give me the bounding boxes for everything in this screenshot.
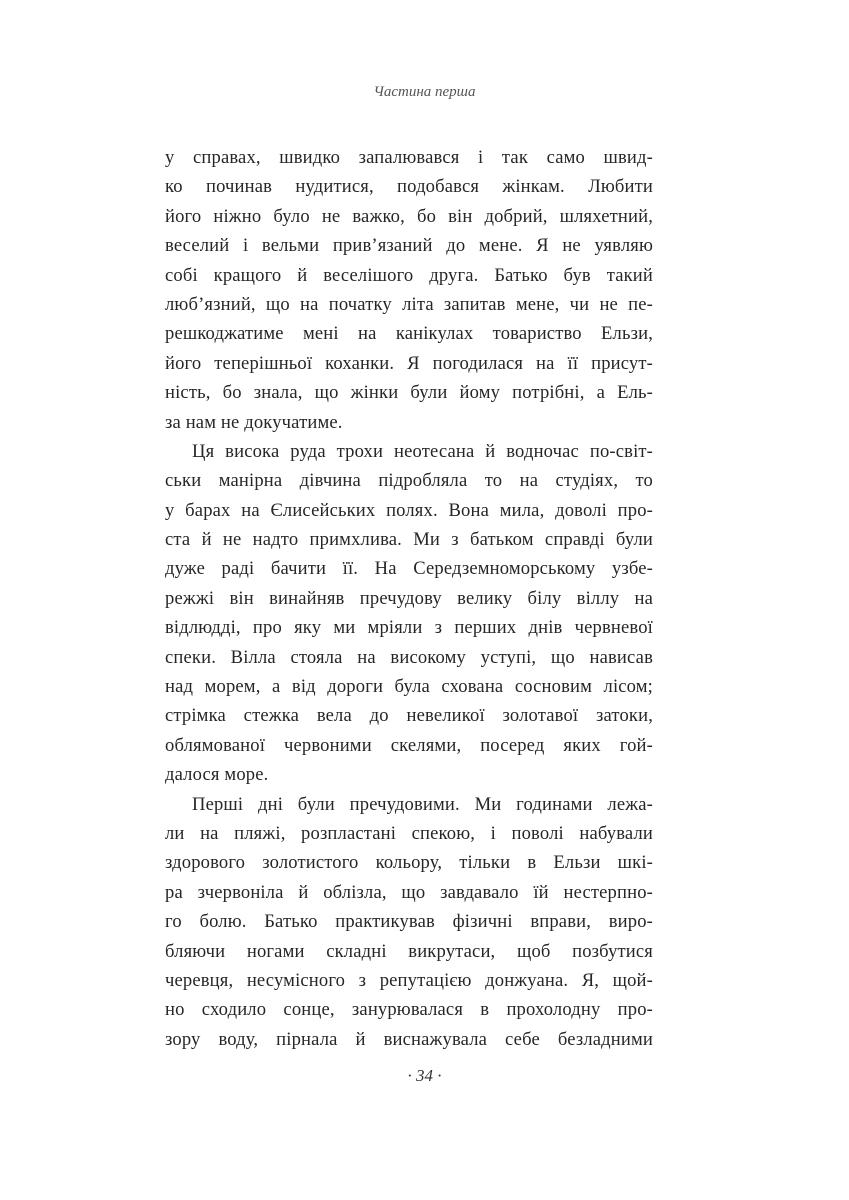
text-line: Перші дні були пречудовими. Ми годинами лежа- xyxy=(192,793,653,815)
text-line: його теперішньої коханки. Я погодилася на її присут- xyxy=(165,352,653,374)
text-line: дуже раді бачити її. На Середземноморському узбе- xyxy=(165,558,653,580)
text-line: го болю. Батько практикував фізичні вправи, виро- xyxy=(165,911,653,933)
text-line: спеки. Вілла стояла на високому уступі, що нависав xyxy=(165,646,653,668)
text-line: над морем, а від дороги була схована сосновим лісом; xyxy=(165,676,653,698)
text-line: ра зчервоніла й облізла, що завдавало їй нестерпно- xyxy=(165,881,653,903)
page-number: · 34 · xyxy=(407,1066,442,1085)
text-line: собі кращого й веселішого друга. Батько був такий xyxy=(165,264,653,286)
text-line: режжі він винайняв пречудову велику білу віллу на xyxy=(165,587,653,609)
text-line: у барах на Єлисейських полях. Вона мила, доволі про- xyxy=(165,499,653,521)
text-line: стрімка стежка вела до невеликої золотавої затоки, xyxy=(165,705,653,727)
text-line: за нам не докучатиме. xyxy=(165,411,343,433)
text-line: його ніжно було не важко, бо він добрий, шляхетний, xyxy=(165,205,653,227)
running-head: Частина перша xyxy=(373,84,476,100)
text-line: здорового золотистого кольору, тільки в Ельзи шкі- xyxy=(165,852,653,874)
text-line: люб’язний, що на початку літа запитав мене, чи не пе- xyxy=(165,293,653,315)
text-line: ність, бо знала, що жінки були йому потрібні, а Ель- xyxy=(165,382,653,404)
text-line: ко починав нудитися, подобався жінкам. Любити xyxy=(165,176,653,198)
text-line: ли на пляжі, розпластані спекою, і поволі набували xyxy=(165,822,653,844)
text-line: облямованої червоними скелями, посеред яких гой- xyxy=(165,734,653,756)
text-line: веселий і вельми прив’язаний до мене. Я не уявляю xyxy=(165,235,653,257)
text-line: черевця, несумісного з репутацією донжуана. Я, щой- xyxy=(165,969,653,991)
text-line: Ця висока руда трохи неотесана й водночас по-світ- xyxy=(192,440,653,462)
text-line: но сходило сонце, занурювалася в прохолодну про- xyxy=(165,999,653,1021)
body-text xyxy=(165,143,653,1054)
text-line: ста й не надто примхлива. Ми з батьком справді були xyxy=(165,529,653,551)
paragraph xyxy=(165,437,653,790)
paragraph xyxy=(165,143,653,437)
text-line: відлюдді, про яку ми мріяли з перших днів червневої xyxy=(165,617,653,639)
text-line: зору воду, пірнала й виснажувала себе безладними xyxy=(165,1028,653,1050)
text-line: ськи манірна дівчина підробляла то на студіях, то xyxy=(165,470,653,492)
text-line: бляючи ногами складні викрутаси, щоб позбутися xyxy=(165,940,653,962)
text-line: далося море. xyxy=(165,764,269,786)
text-line: у справах, швидко запалювався і так само швид- xyxy=(165,147,653,168)
text-line: решкоджатиме мені на канікулах товариство Ельзи, xyxy=(165,323,653,345)
paragraph xyxy=(165,790,653,1055)
